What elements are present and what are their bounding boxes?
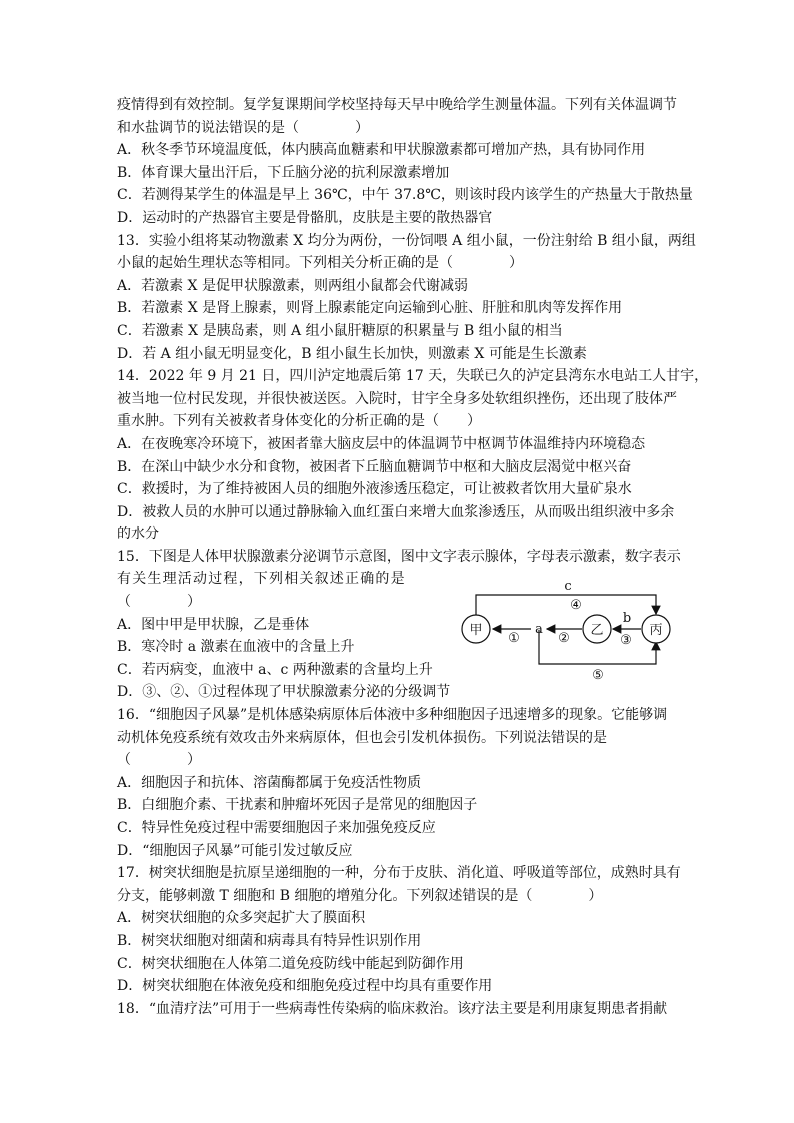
option-d: D．运动时的产热器官主要是骨骼肌，皮肤是主要的散热器官 — [117, 209, 493, 226]
option-b: B．白细胞介素、干扰素和肿瘤坏死因子是常见的细胞因子 — [117, 797, 478, 814]
question-stem: 重水肿。下列有关被救者身体变化的分析正确的是（ ） — [117, 413, 481, 430]
label-c: c — [564, 579, 572, 594]
thyroid-regulation-diagram — [458, 578, 678, 684]
option-a: A．图中甲是甲状腺，乙是垂体 — [117, 616, 310, 633]
option-a: A．细胞因子和抗体、溶菌酶都属于免疫活性物质 — [117, 774, 422, 791]
option-b: B．体育课大量出汗后，下丘脑分泌的抗利尿激素增加 — [117, 164, 450, 181]
label-3: ③ — [620, 633, 632, 648]
question-stem: 疫情得到有效控制。复学复课期间学校坚持每天早中晚给学生测量体温。下列有关体温调节 — [117, 97, 677, 113]
option-d: D．“细胞因子风暴”可能引发过敏反应 — [117, 842, 353, 859]
option-c: C．树突状细胞在人体第二道免疫防线中能起到防御作用 — [117, 955, 464, 972]
question-stem: 小鼠的起始生理状态等相同。下列相关分析正确的是（ ） — [117, 255, 523, 272]
question-18 — [117, 998, 677, 1021]
question-stem: 分支，能够刺激 T 细胞和 B 细胞的增殖分化。下列叙述错误的是（ ） — [117, 887, 603, 904]
option-b: B．寒冷时 a 激素在血液中的含量上升 — [117, 639, 355, 656]
question-14 — [117, 365, 709, 546]
label-4: ④ — [570, 598, 582, 613]
question-stem: 15．下图是人体甲状腺激素分泌调节示意图，图中文字表示腺体，字母表示激素，数字表示 — [117, 548, 681, 565]
label-jia: 甲 — [469, 623, 483, 638]
option-c: C．特异性免疫过程中需要细胞因子来加强免疫反应 — [117, 820, 436, 836]
question-stem: 和水盐调节的说法错误的是（ ） — [117, 119, 369, 136]
option-a: A．若激素 X 是促甲状腺激素，则两组小鼠都会代谢减弱 — [117, 277, 468, 294]
question-17 — [117, 862, 681, 998]
question-stem: 被当地一位村民发现，并很快被送医。入院时，甘宇全身多处软组织挫伤，还出现了肢体严 — [117, 390, 677, 407]
question-stem: 动机体免疫系统有效攻击外来病原体，但也会引发机体损伤。下列说法错误的是 — [117, 729, 607, 746]
answer-blank: （ ） — [117, 752, 201, 769]
option-c: C．救援时，为了维持被困人员的细胞外液渗透压稳定，可让被救者饮用大量矿泉水 — [117, 481, 632, 498]
question-stem: 14．2022 年 9 月 21 日，四川泸定地震后第 17 天，失联已久的泸定县湾东水电站工人甘宇， — [117, 368, 709, 385]
label-2: ② — [558, 631, 570, 646]
label-5: ⑤ — [592, 668, 604, 683]
question-stem: 17．树突状细胞是抗原呈递细胞的一种，分布于皮肤、消化道、呼吸道等部位，成熟时具有 — [117, 865, 681, 882]
option-d: D．被救人员的水肿可以通过静脉输入血红蛋白来增大血浆渗透压，从而吸出组织液中多余 — [117, 503, 675, 520]
label-1: ① — [508, 631, 520, 646]
option-b: B．在深山中缺少水分和食物，被困者下丘脑血糖调节中枢和大脑皮层渴觉中枢兴奋 — [117, 458, 632, 475]
question-stem: 13．实验小组将某动物激素 X 均分为两份，一份饲喂 A 组小鼠，一份注射给 B 组小鼠，两组 — [117, 232, 696, 249]
option-d: D．树突状细胞在体液免疫和细胞免疫过程中均具有重要作用 — [117, 978, 493, 995]
option-c: C．若丙病变，血液中 a、c 两种激素的含量均上升 — [117, 661, 433, 678]
answer-blank: （ ） — [117, 594, 201, 611]
label-yi: 乙 — [590, 623, 604, 638]
option-a: A．在夜晚寒冷环境下，被困者靠大脑皮层中的体温调节中枢调节体温维持内环境稳态 — [117, 435, 646, 452]
question-16 — [117, 704, 677, 862]
option-a: A．秋冬季节环境温度低，体内胰高血糖素和甲状腺激素都可增加产热，具有协同作用 — [117, 142, 646, 159]
question-stem: 有关生理活动过程，下列相关叙述正确的是 — [117, 571, 406, 588]
label-b: b — [622, 611, 632, 626]
option-b: B．若激素 X 是肾上腺素，则肾上腺素能定向运输到心脏、肝脏和肌肉等发挥作用 — [117, 300, 623, 317]
option-b: B．树突状细胞对细菌和病毒具有特异性识别作用 — [117, 932, 422, 949]
question-stem: 16．“细胞因子风暴”是机体感染病原体后体液中多种细胞因子迅速增多的现象。它能够调 — [117, 707, 668, 724]
option-d: D．若 A 组小鼠无明显变化，B 组小鼠生长加快，则激素 X 可能是生长激素 — [117, 345, 587, 362]
question-12 — [117, 94, 693, 230]
question-content — [117, 94, 709, 1020]
question-13 — [117, 230, 696, 366]
question-stem: 18．“血清疗法”可用于一些病毒性传染病的临床救治。该疗法主要是利用康复期患者捐献 — [117, 1000, 668, 1017]
option-d-continued: 的水分 — [117, 526, 159, 543]
label-bing: 丙 — [649, 623, 663, 638]
option-a: A．树突状细胞的众多突起扩大了膜面积 — [117, 910, 366, 927]
option-d: D．③、②、①过程体现了甲状腺激素分泌的分级调节 — [117, 684, 451, 701]
option-c: C．若激素 X 是胰岛素，则 A 组小鼠肝糖原的积累量与 B 组小鼠的相当 — [117, 322, 563, 339]
option-c: C．若测得某学生的体温是早上 36℃，中午 37.8℃，则该时段内该学生的产热量大于散热量 — [117, 187, 693, 204]
diagram-svg — [458, 578, 678, 684]
label-a: a — [535, 622, 543, 637]
